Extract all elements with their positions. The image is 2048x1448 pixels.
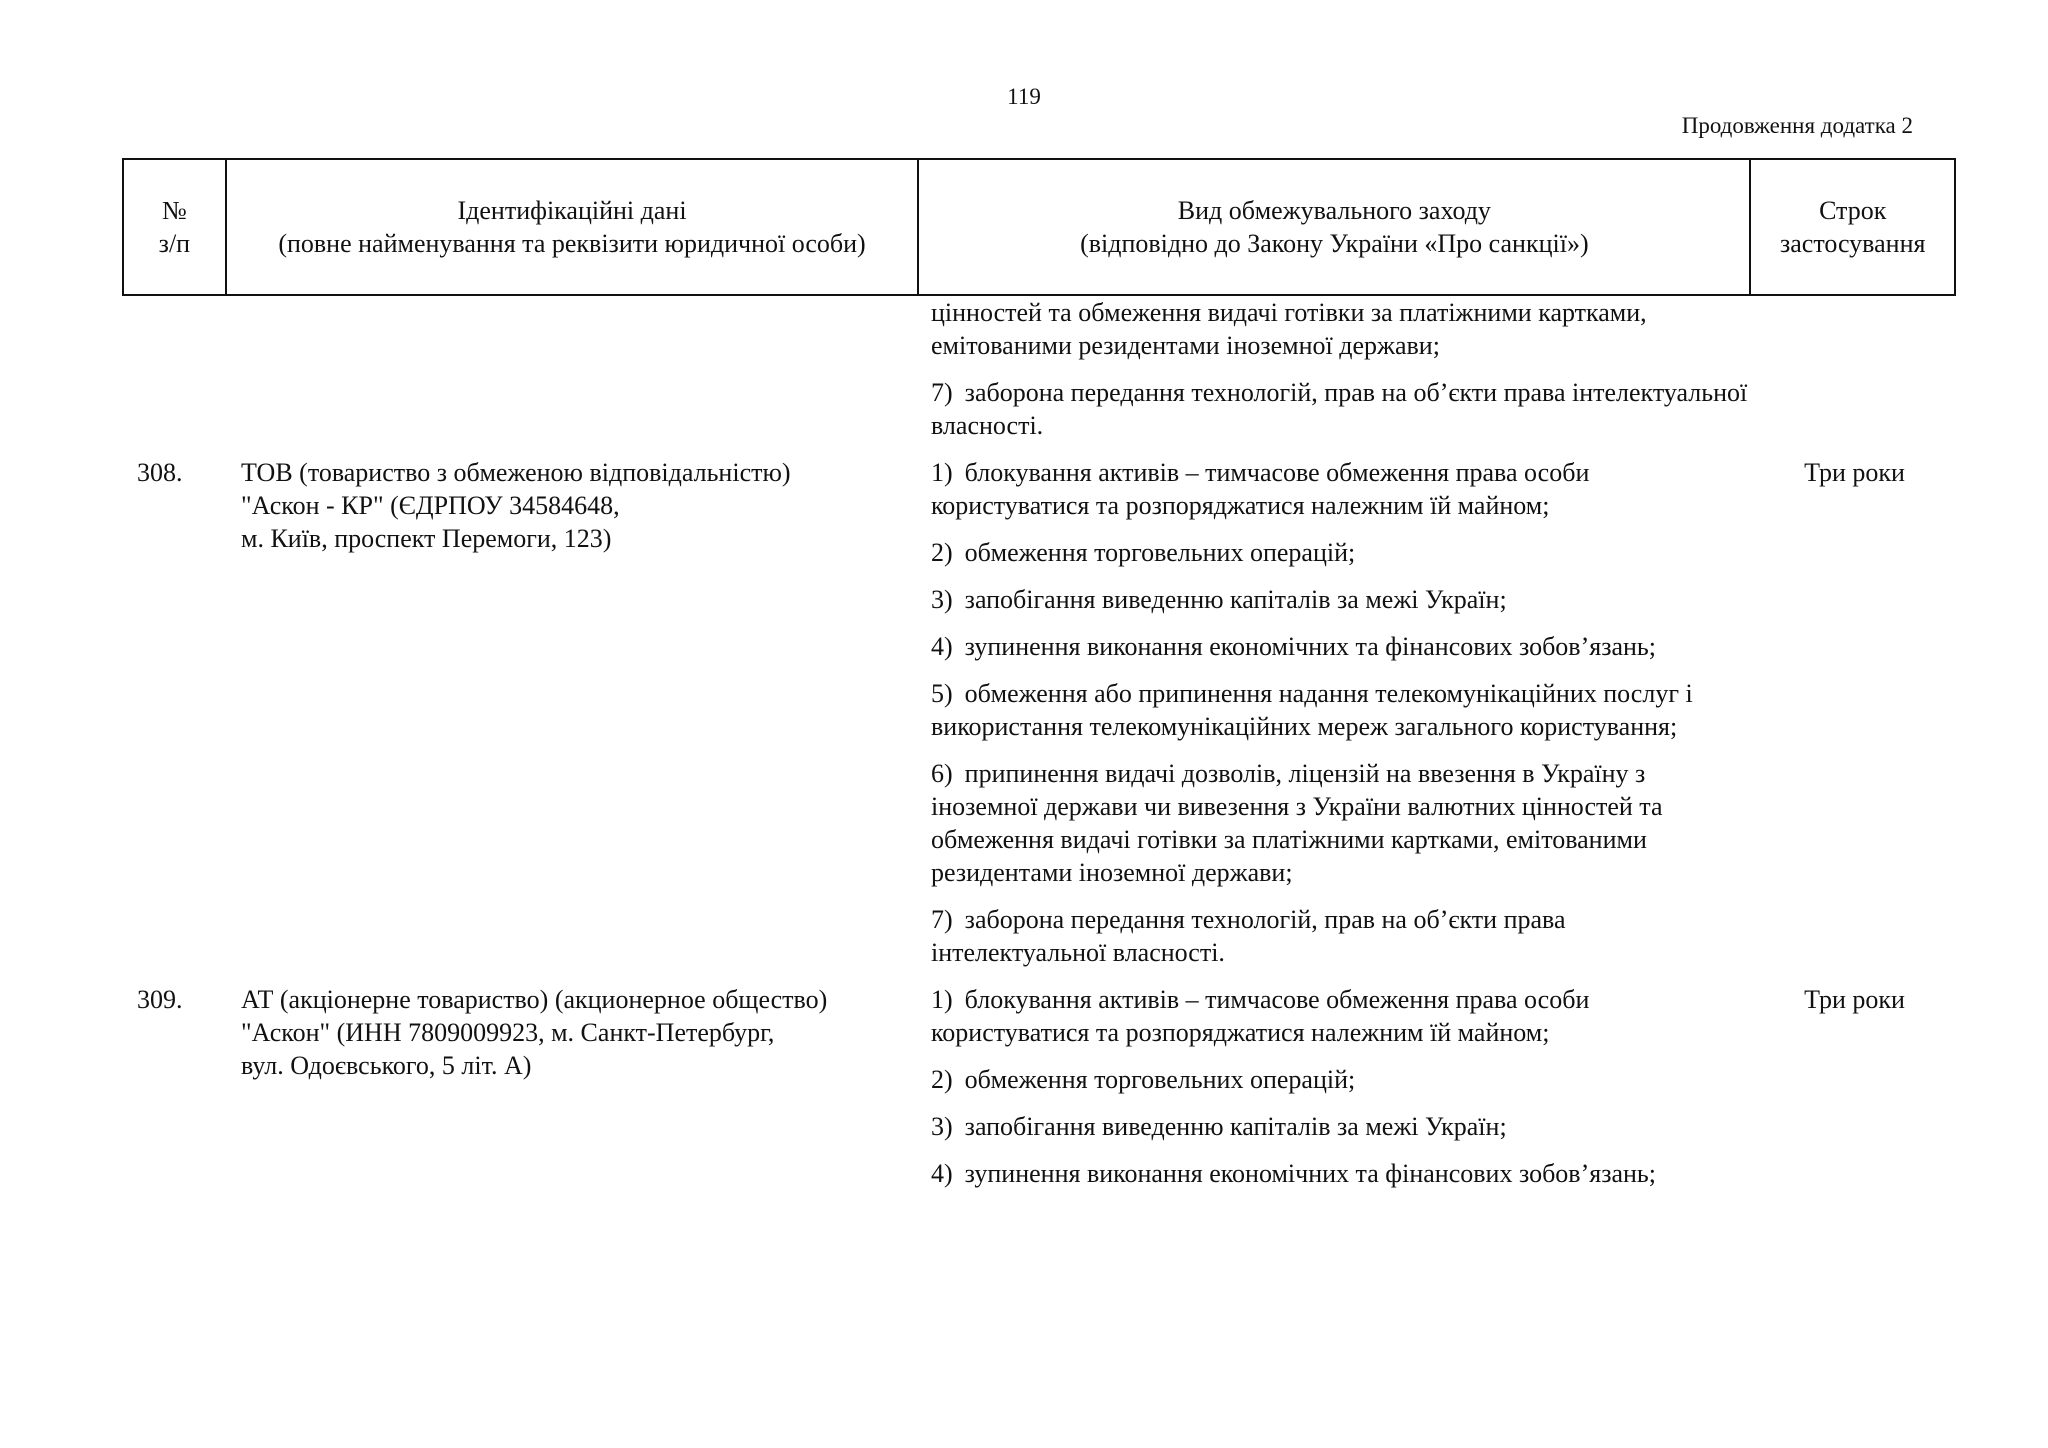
measure-item-7-continued bbox=[931, 376, 1751, 442]
header-term-column bbox=[1751, 160, 1954, 294]
measure-text: цінностей та обмеження видачі готівки за платіжними картками, емітованими резидентами іноземної держави; bbox=[931, 298, 1647, 360]
header-identification-line1: Ідентифікаційні дані bbox=[457, 196, 687, 225]
measure-item-6-continued bbox=[931, 296, 1751, 362]
header-identification-line2: (повне найменування та реквізити юридичної особи) bbox=[278, 229, 866, 258]
table-header bbox=[122, 158, 1956, 296]
measure-item bbox=[931, 536, 1743, 569]
identification-line: "Аскон" (ИНН 7809009923, м. Санкт-Петербург, bbox=[241, 1018, 775, 1047]
measure-number: 3) bbox=[931, 1112, 953, 1141]
measure-number: 4) bbox=[931, 1159, 953, 1188]
identification-line: м. Київ, проспект Перемоги, 123) bbox=[241, 524, 612, 553]
measure-item bbox=[931, 630, 1743, 663]
entry-number: 309. bbox=[137, 985, 183, 1014]
header-number-line2: з/п bbox=[158, 229, 191, 258]
measure-text: блокування активів – тимчасове обмеження права особи користуватися та розпоряджатися належним їй майном; bbox=[931, 458, 1590, 520]
measure-item bbox=[931, 677, 1743, 743]
measure-text: блокування активів – тимчасове обмеження права особи користуватися та розпоряджатися належним їй майном; bbox=[931, 985, 1590, 1047]
measure-number: 7) bbox=[931, 905, 953, 934]
measure-item bbox=[931, 456, 1743, 522]
entry-term: Три роки bbox=[1804, 985, 1905, 1014]
measure-item bbox=[931, 583, 1743, 616]
header-measure-line1: Вид обмежувального заходу bbox=[1177, 196, 1491, 225]
entry-measures bbox=[919, 456, 1753, 983]
measure-item bbox=[931, 1063, 1743, 1096]
page-number: 119 bbox=[1007, 84, 1041, 109]
header-identification-column bbox=[227, 160, 919, 294]
measure-text: зупинення виконання економічних та фінансових зобов’язань; bbox=[964, 632, 1656, 661]
measure-text: запобігання виведенню капіталів за межі Україн; bbox=[964, 1112, 1507, 1141]
measure-item bbox=[931, 757, 1743, 889]
measure-item bbox=[931, 983, 1743, 1049]
measure-text: заборона передання технологій, прав на об’єкти права інтелектуальної власності. bbox=[931, 378, 1748, 440]
measure-text: обмеження торговельних операцій; bbox=[964, 538, 1356, 567]
header-measure-line2: (відповідно до Закону України «Про санкції») bbox=[1080, 229, 1589, 258]
measure-text: обмеження торговельних операцій; bbox=[964, 1065, 1356, 1094]
header-term-line1: Строк bbox=[1819, 196, 1887, 225]
measure-text: припинення видачі дозволів, ліцензій на ввезення в Україну з іноземної держави чи вивезення з України валютних цінностей та обмеження видачі готівки за платіжними картками, емітованими резидентами іноземної держави; bbox=[931, 759, 1663, 887]
identification-line: ТОВ (товариство з обмеженою відповідальністю) bbox=[241, 458, 791, 487]
header-number-line1: № bbox=[161, 196, 187, 225]
header-term-line2: застосування bbox=[1779, 229, 1926, 258]
measure-number: 4) bbox=[931, 632, 953, 661]
measure-text: зупинення виконання економічних та фінансових зобов’язань; bbox=[964, 1159, 1656, 1188]
measure-text: обмеження або припинення надання телекомунікаційних послуг і використання телекомунікаційних мереж загального користування; bbox=[931, 679, 1693, 741]
entry-identification bbox=[225, 456, 919, 983]
measure-number: 3) bbox=[931, 585, 953, 614]
entry-number: 308. bbox=[137, 458, 183, 487]
measure-item bbox=[931, 1157, 1743, 1190]
entry-identification bbox=[225, 983, 919, 1204]
identification-line: "Аскон - КР" (ЄДРПОУ 34584648, bbox=[241, 491, 620, 520]
measure-item bbox=[931, 903, 1743, 969]
header-measure-column bbox=[919, 160, 1751, 294]
measure-number: 2) bbox=[931, 538, 953, 567]
measure-number: 6) bbox=[931, 759, 953, 788]
measure-number: 2) bbox=[931, 1065, 953, 1094]
measure-number: 1) bbox=[931, 985, 953, 1014]
table-row bbox=[122, 456, 1956, 983]
measure-number: 1) bbox=[931, 458, 953, 487]
identification-line: АТ (акціонерне товариство) (акционерное общество) bbox=[241, 985, 828, 1014]
entry-term: Три роки bbox=[1804, 458, 1905, 487]
entry-measures bbox=[919, 983, 1753, 1204]
header-number-column bbox=[124, 160, 227, 294]
measure-number: 7) bbox=[931, 378, 953, 407]
continuation-label: Продовження додатка 2 bbox=[1681, 113, 1913, 138]
table-body bbox=[122, 296, 1956, 1204]
measure-text: запобігання виведенню капіталів за межі Україн; bbox=[964, 585, 1507, 614]
identification-line: вул. Одоєвського, 5 літ. А) bbox=[241, 1051, 532, 1080]
measure-item bbox=[931, 1110, 1743, 1143]
table-row bbox=[122, 983, 1956, 1204]
measure-text: заборона передання технологій, прав на об’єкти права інтелектуальної власності. bbox=[931, 905, 1566, 967]
measure-number: 5) bbox=[931, 679, 953, 708]
continued-measures bbox=[931, 296, 1751, 442]
